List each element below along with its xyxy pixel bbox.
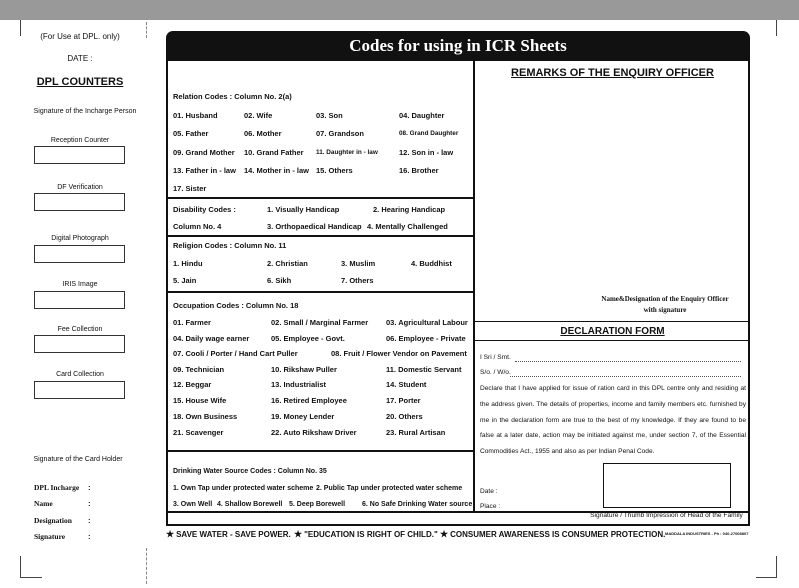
- section-divider: [166, 291, 474, 293]
- use-note: (For Use at DPL. only): [40, 32, 120, 41]
- printer-credit: MADDALA INDUSTRIES - Ph : 040-27008807: [665, 531, 749, 536]
- occupation-code: 18. Own Business: [173, 412, 238, 421]
- reception-counter-box[interactable]: [34, 146, 125, 164]
- disability-column: Column No. 4: [173, 222, 222, 231]
- star-icon: ★: [440, 529, 449, 539]
- relation-code: 04. Daughter: [399, 111, 445, 120]
- remarks-divider: [474, 321, 750, 322]
- relation-code: 09. Grand Mother: [173, 148, 235, 157]
- religion-code: 7. Others: [341, 276, 374, 285]
- place-field-label: Place :: [480, 503, 501, 510]
- relation-code: 16. Brother: [399, 166, 439, 175]
- box-label-reception: Reception Counter: [50, 137, 110, 144]
- occupation-code: 23. Rural Artisan: [386, 428, 446, 437]
- water-code: 1. Own Tap under protected water scheme: [173, 485, 314, 492]
- relation-code: 12. Son in - law: [399, 148, 454, 157]
- digital-photograph-box[interactable]: [34, 245, 125, 263]
- section-divider: [166, 197, 474, 199]
- date-field-label: Date :: [480, 488, 498, 495]
- thumb-impression-box[interactable]: [603, 463, 731, 508]
- relation-title: Relation Codes : Column No. 2(a): [173, 92, 292, 101]
- field-name: Name: [34, 499, 53, 508]
- water-title: Drinking Water Source Codes : Column No. 35: [173, 468, 327, 475]
- occupation-code: 21. Scavenger: [173, 428, 224, 437]
- sri-smt-line[interactable]: [515, 361, 741, 362]
- star-icon: ★: [294, 529, 303, 539]
- field-colon: :: [88, 516, 91, 525]
- religion-code: 3. Muslim: [341, 259, 376, 268]
- relation-code: 15. Others: [316, 166, 353, 175]
- religion-code: 2. Christian: [267, 259, 308, 268]
- occupation-code: 06. Employee - Private: [386, 334, 466, 343]
- occupation-code: 19. Money Lender: [271, 412, 335, 421]
- water-code: 2. Public Tap under protected water scheme: [316, 485, 463, 492]
- relation-code: 03. Son: [316, 111, 343, 120]
- column-divider: [473, 61, 475, 512]
- relation-code: 14. Mother in - law: [244, 166, 310, 175]
- relation-code: 01. Husband: [173, 111, 218, 120]
- slogan: ★ CONSUMER AWARENESS IS CONSUMER PROTECTION.: [440, 529, 666, 539]
- occupation-code: 10. Rikshaw Puller: [271, 365, 337, 374]
- relation-code: 02. Wife: [244, 111, 273, 120]
- crop-mark-bottom-right-h: [756, 577, 777, 578]
- crop-mark-bottom-right: [776, 556, 777, 578]
- fee-collection-box[interactable]: [34, 335, 125, 353]
- occupation-code: 02. Small / Marginal Farmer: [271, 318, 369, 327]
- box-label-df: DF Verification: [57, 184, 103, 191]
- disability-code: 2. Hearing Handicap: [373, 205, 446, 214]
- officer-line-2: with signature: [643, 306, 687, 314]
- occupation-code: 01. Farmer: [173, 318, 211, 327]
- occupation-code: 05. Employee - Govt.: [271, 334, 345, 343]
- left-panel: [0, 20, 160, 588]
- disability-code: 1. Visually Handicap: [267, 205, 340, 214]
- top-gray-bar: [0, 0, 799, 20]
- relation-code: 17. Sister: [173, 184, 207, 193]
- relation-code: 06. Mother: [244, 129, 282, 138]
- occupation-code: 12. Beggar: [173, 380, 212, 389]
- so-wo-line[interactable]: [510, 376, 741, 377]
- slogan: ★ SAVE WATER - SAVE POWER.: [166, 529, 291, 539]
- head-signature-label: Signature / Thumb Impression of Head of the Family: [590, 512, 743, 519]
- field-colon: :: [88, 499, 91, 508]
- so-wo-label: S/o. / W/o.: [480, 369, 511, 376]
- water-code: 3. Own Well: [173, 501, 213, 508]
- religion-code: 4. Buddhist: [411, 259, 452, 268]
- page-title: Codes for using in ICR Sheets: [166, 31, 750, 61]
- occupation-code: 20. Others: [386, 412, 423, 421]
- holder-signature-label: Signature of the Card Holder: [33, 456, 123, 463]
- section-divider: [166, 235, 474, 237]
- box-label-card: Card Collection: [56, 371, 104, 378]
- water-code: 5. Deep Borewell: [289, 501, 346, 508]
- occupation-code: 16. Retired Employee: [271, 396, 347, 405]
- officer-line-1: Name&Designation of the Enquiry Officer: [601, 295, 729, 303]
- declaration-title: DECLARATION FORM: [560, 326, 665, 337]
- occupation-code: 11. Domestic Servant: [386, 365, 462, 374]
- declaration-text: Declare that I have applied for issue of ration card in this DPL centre only and residing at the address given. The details of properties, income and family members etc. furnished by me in the declaration form are true to the best of my knowledge. If they are found to be false at a later date, action may be initiated against me, under section 7, of the Essential Commodities Act., 1955 and also as per Indian Penal Code.: [480, 385, 746, 456]
- declaration-title-underline-rule: [474, 340, 750, 341]
- occupation-code: 04. Daily wage earner: [173, 334, 250, 343]
- water-code: 4. Shallow Borewell: [217, 501, 283, 508]
- relation-code: 05. Father: [173, 129, 209, 138]
- crop-mark-top-right: [776, 20, 777, 36]
- field-signature: Signature: [34, 532, 66, 541]
- water-code: 6. No Safe Drinking Water source: [362, 501, 473, 508]
- star-icon: ★: [166, 529, 175, 539]
- relation-code: 11. Daughter in - law: [316, 149, 378, 156]
- disability-code: 4. Mentally Challenged: [367, 222, 448, 231]
- religion-code: 5. Jain: [173, 276, 197, 285]
- df-verification-box[interactable]: [34, 193, 125, 211]
- field-colon: :: [88, 532, 91, 541]
- occupation-code: 17. Porter: [386, 396, 421, 405]
- card-collection-box[interactable]: [34, 381, 125, 399]
- disability-code: 3. Orthopaedical Handicap: [267, 222, 362, 231]
- slogan: ★ "EDUCATION IS RIGHT OF CHILD.": [294, 529, 438, 539]
- relation-code: 13. Father in - law: [173, 166, 236, 175]
- date-label: DATE :: [67, 54, 93, 63]
- box-label-iris: IRIS Image: [62, 281, 98, 288]
- relation-code: 10. Grand Father: [244, 148, 304, 157]
- field-colon: :: [88, 483, 91, 492]
- relation-code: 07. Grandson: [316, 129, 364, 138]
- box-label-photo: Digital Photograph: [51, 235, 109, 242]
- section-divider: [166, 450, 474, 452]
- box-label-fee: Fee Collection: [57, 326, 103, 333]
- occupation-code: 22. Auto Rikshaw Driver: [271, 428, 357, 437]
- occupation-code: 03. Agricultural Labour: [386, 318, 468, 327]
- religion-code: 1. Hindu: [173, 259, 203, 268]
- sri-smt-label: I Sri / Smt.: [480, 354, 511, 361]
- incharge-signature-label: Signature of the Incharge Person: [33, 108, 137, 115]
- occupation-code: 13. Industrialist: [271, 380, 327, 389]
- remarks-title: REMARKS OF THE ENQUIRY OFFICER: [511, 67, 714, 79]
- relation-code: 08. Grand Daughter: [399, 130, 459, 137]
- occupation-code: 14. Student: [386, 380, 427, 389]
- field-designation: Designation: [34, 516, 72, 525]
- occupation-code: 08. Fruit / Flower Vendor on Pavement: [331, 349, 467, 358]
- religion-title: Religion Codes : Column No. 11: [173, 241, 287, 250]
- occupation-code: 15. House Wife: [173, 396, 227, 405]
- occupation-code: 09. Technician: [173, 365, 225, 374]
- field-dpl-incharge: DPL Incharge: [34, 483, 80, 492]
- occupation-title: Occupation Codes : Column No. 18: [173, 301, 299, 310]
- religion-code: 6. Sikh: [267, 276, 292, 285]
- disability-title: Disability Codes :: [173, 205, 236, 214]
- occupation-code: 07. Cooli / Porter / Hand Cart Puller: [173, 349, 298, 358]
- counters-title: DPL COUNTERS: [36, 76, 124, 88]
- officer-signature-label: [590, 294, 740, 316]
- iris-image-box[interactable]: [34, 291, 125, 309]
